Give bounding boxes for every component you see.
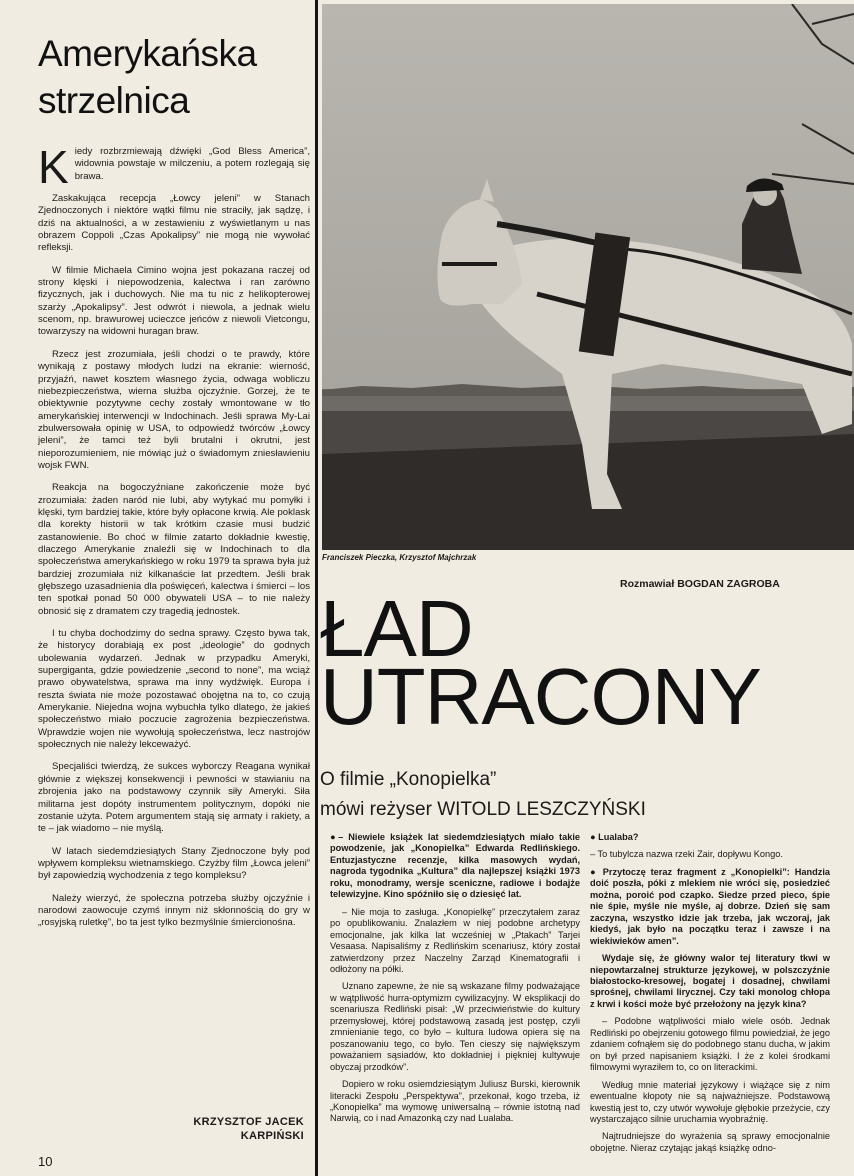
article-title-line1: ŁAD — [320, 584, 473, 673]
interview-answer: – To tubylcza nazwa rzeki Zair, dopływu Kongo. — [590, 849, 783, 860]
article-subtitle: O filmie „Konopielka” mówi reżyser WITOLD LESZCZYŃSKI — [320, 769, 646, 820]
left-paragraph: W filmie Michaela Cimino wojna jest pokazana raczej od strony klęski i niepowodzenia, kalectwa i ran zarówno fizycznych, jak i duchowych. Nie ma tu nic z helikopterowej szarży „Apokalipsy”. Jest odwrót i niewola, a jednak wielu scenom, np. brawurowej ucieczce jeńców z niewoli Vietcongu, towarzyszy na widowni huragan braw. — [38, 264, 310, 338]
left-article-title — [38, 30, 310, 124]
interview-question: ●– Niewiele książek lat siedemdziesiątych miało takie powodzenie, jak „Konopielka” Edwarda Redlińskiego. Entuzjastyczne recenzje, kilka masowych wydań, nagroda tygodnika „Kultura” dla najlepszej książki 1973 roku, monodramy, wersje sceniczne, radiowe i bodajże telewizyjne. Kino spóźniło się o dziesięć lat. — [330, 832, 580, 900]
left-paragraph: Należy wierzyć, że społeczna potrzeba służby ojczyźnie i narodowi zaowocuje czymś innym niż skłonnością do gry w „rosyjską ruletkę”, bo ta jest tylko bezmyślnie śmiercionośna. — [38, 892, 310, 929]
left-paragraph: Zaskakująca recepcja „Łowcy jeleni” w Stanach Zjednoczonych i niektóre wątki filmu nie straciły, jak sądzę, i dziś na aktualności, a w zestawieniu z wyświetlanym u nas obrazem Coppoli „Czas Apokalipsy” nie mogą nie wywołać refleksji. — [38, 193, 310, 254]
horse-plough-illustration — [322, 4, 854, 550]
interviewer-credit: Rozmawiał BOGDAN ZAGROBA — [620, 578, 780, 590]
interview-answer: – Nie moja to zasługa. „Konopielkę” przeczytałem zaraz po opublikowaniu. Znalazłem w niej podobne archetypy emocjonalne, jak kilka lat wcześniej w „Ptakach” Tarjei Vesaasa. Napisaliśmy z Redlińskim scenariusz, który został zatwierdzony przez Naczelny Zarząd Kinematografii i odłożony na półki. — [330, 906, 580, 974]
left-title-line1: Amerykańska — [38, 33, 257, 74]
interview-column-2 — [590, 832, 830, 1160]
left-paragraph: Reakcja na bogoczyźniane zakończenie może być zrozumiała: żaden naród nie lubi, aby wytykać mu pomyłki i klęski, tym bardziej takie, które były opłacone krwią. Ale poklask dla korekty historii w tak krótkim czasie musi budzić zastanowienie. Bo choć w filmie zatarto dokładnie kwestię, dlaczego Amerykanie znaleźli się w Indochinach to dla społeczeństwa amerykańskiego w roku 1979 ta sprawa była już bardziej zrozumiała niż kilkanaście lat przedtem. Jeśli brak głębszego uzasadnienia dla poświęceń, kalectwa i śmierci – los ten spotkał ponad 50 000 obywateli USA – to nie należy obnosić się z dramatem czy tragedią jednostek. — [38, 482, 310, 617]
article-title-line2: UTRACONY — [320, 652, 761, 741]
left-paragraph: Rzecz jest zrozumiała, jeśli chodzi o te prawdy, które wynikają z postawy młodych ludzi na ekranie: wierność, przyjaźń, nawet kosztem własnego życia, odwaga wobliczu niebezpieczeństwa, wierna służba ojczyźnie. Gorzej, że te obiektywnie pozytywne cechy zostały wmontowane w tło amerykańskiej interwencji w Indochinach. Jeśli sprawa My-Lai zbulwersowała opinię w USA, to odpowiedź twórców „Łowcy jeleni”, że tamci też byli brutalni i okrutni, jest nieporozumieniem, nie mówiąc już o świadomym zniesławieniu wojsk FWN. — [38, 348, 310, 471]
interview-column-1 — [330, 832, 580, 1131]
left-paragraph: Specjaliści twierdzą, że sukces wyborczy Reagana wynikał głównie z większej konsekwencji i pewności w stawianiu na zbrojenia jako na podstawowy czynnik siły Ameryki. Siła militarna jest dopóty instrumentem politycznym, dopóki nie zostanie użyta. Potem argumentem stają się armaty i rakiety, a te – jak wiadomo – nie myślą. — [38, 761, 310, 835]
interview-question: ● Lualaba? — [590, 832, 639, 842]
page-number: 10 — [38, 1154, 53, 1169]
photo-caption: Franciszek Pieczka, Krzysztof Majchrzak — [322, 553, 477, 562]
left-paragraph: I tu chyba dochodzimy do sedna sprawy. Często bywa tak, że historycy dorabiają ex post „ideologie” do godnych ubolewania wydarzeń. Jednak w przypadku Ameryki, supergiganta, gdzie powiedzenie „second to none”, ma wciąż prawo obywatelstwa, sprawa ma inny wydźwięk. Europa i reszta świata nie może pozostawać obojętna na to, co czują Amerykanie. Niejedna wojna wybuchła tylko dlatego, że jakieś społeczeństwo miało poczucie zagrożenia bezpieczeństwa. Wprawdzie wojen nie wywołują społeczeństwa, lecz nastrojów społecznych nie należy lekceważyć. — [38, 628, 310, 751]
interview-answer: Najtrudniejsze do wyrażenia są sprawy emocjonalnie obojętne. Nieraz czytając jakąś książkę odno- — [590, 1131, 830, 1153]
interview-question: Wydaje się, że główny walor tej literatury tkwi w niepowtarzalnej strukturze językowej, w polszczyźnie białostocko-kresowej, bogatej i dosadnej, chwilami sprośnej, chwilami lirycznej. Czy taki monolog chłopa z krwi i kości może być przełożony na język kina? — [590, 953, 830, 1009]
interview-answer: Dopiero w roku osiemdziesiątym Juliusz Burski, kierownik literacki Zespołu „Perspektywa”, przekonał, kogo trzeba, iż „Konopielka” ma wymowę uniwersalną – równie istotną nad Narwią, co i nad Amazonką czy nad Lualaba. — [330, 1079, 580, 1124]
left-title-line2: strzelnica — [38, 80, 190, 121]
left-article — [38, 30, 310, 940]
left-paragraph: W latach siedemdziesiątych Stany Zjednoczone były pod wpływem kompleksu wietnamskiego. Czyżby film „Łowca jeleni” był zapowiedzią wychodzenia z tego kompleksu? — [38, 845, 310, 882]
interview-answer: Według mnie materiał językowy i wiążące się z nim ewentualne kłopoty nie są najważniejsze. Podstawową kwestią jest to, czy utwór wywołuje głębokie przeżycie, czy wystarczająco silnie uruchamia wyobraźnię. — [590, 1079, 830, 1124]
drop-cap: K — [38, 141, 69, 193]
column-divider — [315, 0, 318, 1176]
left-paragraph: Kiedy rozbrzmiewają dźwięki „God Bless America”, widownia powstaje w milczeniu, a potem rozlegają się brawa. — [38, 141, 310, 193]
left-article-body — [38, 141, 310, 930]
film-still-photo — [322, 4, 854, 550]
interview-answer: – Podobne wątpliwości miało wiele osób. Jednak Redliński po obejrzeniu gotowego filmu powiedział, że jego zdaniem cofnąłem się do podobnego stanu ducha, w jakim on był przed napisaniem książki. I że z kolei środkami filmowymi wyraziłem to, co on literackimi. — [590, 1016, 830, 1073]
left-article-author: KRZYSZTOF JACEK KARPIŃSKI — [193, 1116, 304, 1142]
interview-answer: Uznano zapewne, że nie są wskazane filmy podważające w wątpliwość hurra-optymizm cywilizacyjny. W eksplikacji do scenariusza Redliński pisał: „W przeciwieństwie do kultury przemysłowej, której podstawową zasadą jest postęp, czyli zmnienianie tego, co było – kultura ludowa opiera się na poszanowaniu tego, co było. Ten cieszy się największym poważaniem sąsiadów, kto dokładniej i piękniej kultywuje obyczaj przodków”. — [330, 981, 580, 1072]
interview-question: ● Przytoczę teraz fragment z „Konopielki”: Handzia doić poszła, póki z mlekiem nie wróci się, posiedzieć można, poroić pod czapko. Siedze przed pieco, śpie nie śpie, myśle nie myśle, aj dobrze. Dzień się sam zaczyna, wszystko idzie jak trzeba, jak wczoraj, jak kiedyś, jak było na początku teraz i zawsze i na wiekiwieków amen”. — [590, 866, 830, 946]
